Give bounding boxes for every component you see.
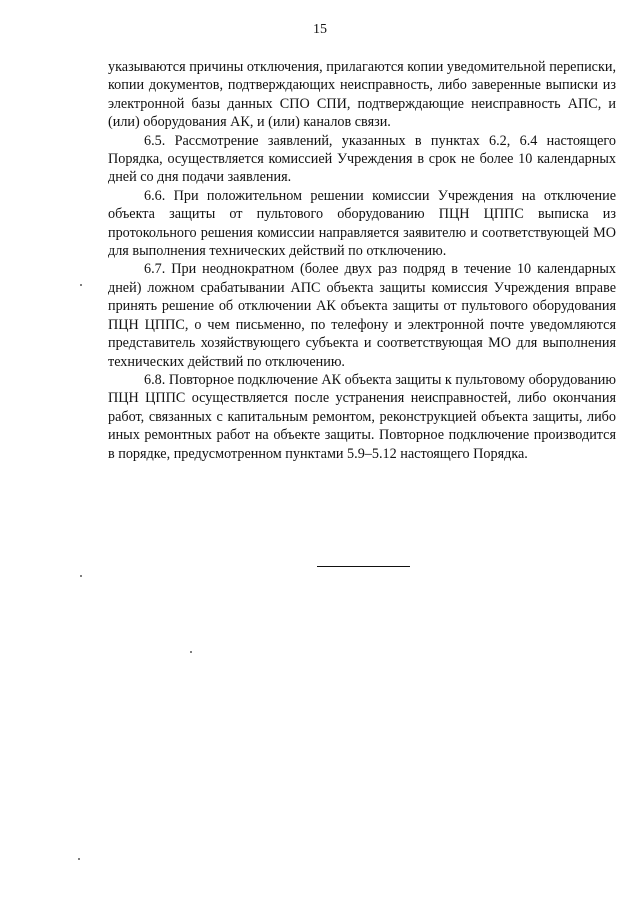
scan-speck: [80, 284, 82, 286]
paragraph-6-8: 6.8. Повторное подключение АК объекта защиты к пультовому оборудованию ПЦН ЦППС осуществляется после устранения неисправностей, либо окончания работ, связанных с капитальным ремонтом, реконструкцией объекта защиты, либо иных ремонтных работ на объекте защиты. Повторное подключение производится в порядке, предусмотренном пунктами 5.9–5.12 настоящего Порядка.: [108, 371, 616, 462]
end-divider-line: [317, 566, 410, 567]
scan-speck: [80, 575, 82, 577]
scan-speck: [78, 858, 80, 860]
paragraph-continuation: указываются причины отключения, прилагаются копии уведомительной переписки, копии документов, подтверждающих неисправность, либо заверенные выписки из электронной базы данных СПО СПИ, подтверждающие неисправность АПС, и (или) оборудования АК, и (или) каналов связи.: [108, 59, 616, 131]
paragraph-6-7: 6.7. При неоднократном (более двух раз подряд в течение 10 календарных дней) ложном срабатывании АПС объекта защиты комиссия Учреждения вправе принять решение об отключении АК объекта защиты от пультового оборудования ПЦН ЦППС, о чем письменно, по телефону и электронной почте уведомляются представитель хозяйствующего субъекта и соответствующая МО для выполнения технических действий по отключению.: [108, 261, 616, 370]
paragraph-6-5: 6.5. Рассмотрение заявлений, указанных в пунктах 6.2, 6.4 настоящего Порядка, осуществляется комиссией Учреждения в срок не более 10 календарных дней со дня подачи заявления.: [108, 132, 616, 186]
page-number: 15: [313, 22, 327, 37]
document-body: [108, 58, 616, 463]
paragraph-6-6: 6.6. При положительном решении комиссии Учреждения на отключение объекта защиты от пультового оборудованию ПЦН ЦППС выписка из протокольного решения комиссии направляется заявителю и соответствующей МО для выполнения технических действий по отключению.: [108, 187, 616, 260]
scan-speck: [190, 651, 192, 653]
